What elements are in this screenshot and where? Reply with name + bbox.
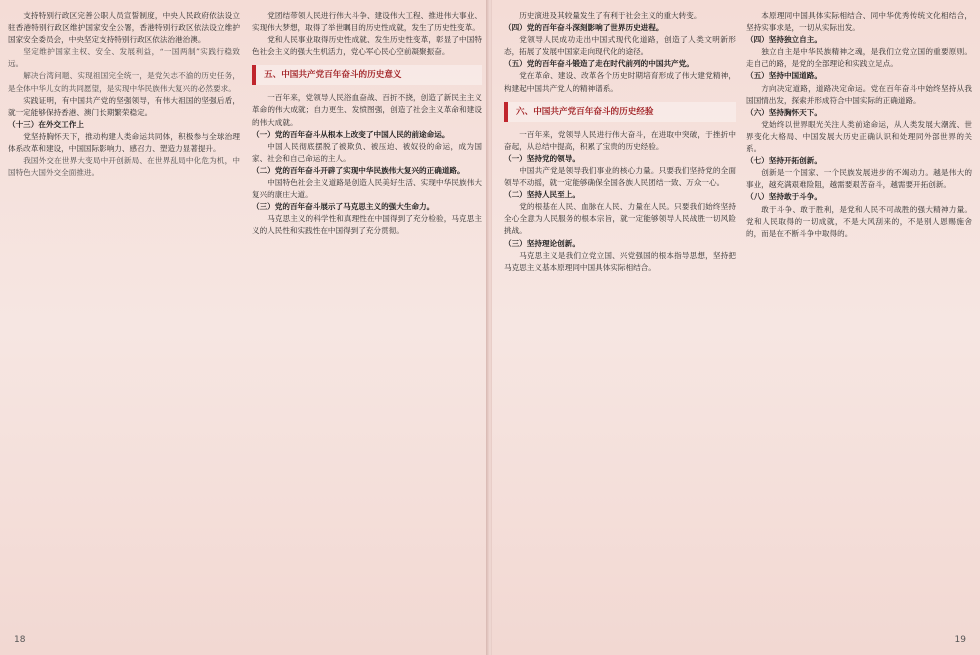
subsection-heading: （四）坚持独立自主。	[746, 35, 822, 45]
section-heading-6: 六、中国共产党百年奋斗的历史经验	[504, 102, 736, 122]
page-number-right: 19	[954, 635, 966, 645]
paragraph: 坚定维护国家主权、安全、发展利益，“一国两制”实践行稳致远。	[8, 47, 240, 69]
paragraph: 中国特色社会主义道路是创造人民美好生活、实现中华民族伟大复兴的康庄大道。	[252, 178, 482, 200]
subsection-heading: （十三）在外交工作上	[8, 119, 84, 129]
paragraph: 党始终以世界眼光关注人类前途命运，从人类发展大潮流、世界变化大格局、中国发展大历史正确认识和处理同外部世界的关系。	[746, 119, 972, 154]
paragraph: 中国共产党是领导我们事业的核心力量。只要我们坚持党的全面领导不动摇，就一定能够确保全国各族人民团结一致、万众一心。	[504, 165, 736, 188]
subsection-heading: （八）坚持敢于斗争。	[746, 192, 822, 202]
paragraph: 马克思主义的科学性和真理性在中国得到了充分检验，马克思主义的人民性和实践性在中国得到了充分贯彻。	[252, 214, 482, 236]
subsection-heading: （一）党的百年奋斗从根本上改变了中国人民的前途命运。	[252, 129, 450, 139]
paragraph: 方向决定道路，道路决定命运。党在百年奋斗中始终坚持从我国国情出发，探索并形成符合中国实际的正确道路。	[746, 83, 972, 105]
paragraph: 历史演进及其较量发生了有利于社会主义的重大转变。	[519, 11, 702, 20]
paragraph: 党团结带领人民进行伟大斗争、建设伟大工程、推进伟大事业、实现伟大梦想，取得了举世瞩目的历史性成就，发生了历史性变革。	[252, 11, 482, 33]
left-column-1	[8, 10, 240, 616]
left-column-2	[252, 10, 482, 616]
paragraph: 一百年来，党领导人民进行伟大奋斗，在进取中突破，于挫折中奋起，从总结中提高，积累了宝贵的历史经验。	[504, 129, 736, 151]
paragraph: 创新是一个国家、一个民族发展进步的不竭动力。越是伟大的事业，越充满艰难险阻，越需要艰苦奋斗，越需要开拓创新。	[746, 168, 972, 190]
page-number-left: 18	[14, 635, 26, 645]
paragraph: 党坚持胸怀天下，推动构建人类命运共同体，积极参与全球治理体系改革和建设，中国国际影响力、感召力、塑造力显著提升。	[8, 131, 240, 154]
paragraph: 党的根基在人民、血脉在人民、力量在人民。只要我们始终坚持全心全意为人民服务的根本宗旨，就一定能够领导人民战胜一切风险挑战。	[504, 202, 736, 236]
paragraph: 本原理同中国具体实际相结合、同中华优秀传统文化相结合，坚持实事求是，一切从实际出发。	[746, 11, 972, 33]
section-heading-5: 五、中国共产党百年奋斗的历史意义	[252, 65, 482, 85]
paragraph: 我国外交在世界大变局中开创新局、在世界乱局中化危为机，中国特色大国外交全面推进。	[8, 156, 240, 178]
paragraph: 中国人民彻底摆脱了被欺负、被压迫、被奴役的命运，成为国家、社会和自己命运的主人。	[252, 141, 482, 163]
subsection-heading: （三）党的百年奋斗展示了马克思主义的强大生命力。	[252, 202, 435, 212]
paragraph: 敢于斗争、敢于胜利，是党和人民不可战胜的强大精神力量。党和人民取得的一切成就，不是大风刮来的，不是别人恩赐施舍的，而是在不断斗争中取得的。	[746, 204, 972, 238]
subsection-heading: （二）坚持人民至上。	[504, 190, 580, 200]
paragraph: 实践证明，有中国共产党的坚强领导，有伟大祖国的坚强后盾，就一定能够保持香港、澳门长期繁荣稳定。	[8, 95, 240, 117]
subsection-heading: （七）坚持开拓创新。	[746, 156, 822, 166]
left-page	[0, 0, 488, 655]
subsection-heading: （一）坚持党的领导。	[504, 153, 580, 163]
subsection-heading: （五）坚持中国道路。	[746, 71, 822, 81]
paragraph: 独立自主是中华民族精神之魂，是我们立党立国的重要原则。走自己的路，是党的全部理论和实践立足点。	[746, 47, 972, 69]
paragraph: 党领导人民成功走出中国式现代化道路，创造了人类文明新形态，拓展了发展中国家走向现代化的途径。	[504, 35, 736, 57]
right-column-2	[746, 10, 972, 616]
subsection-heading: （二）党的百年奋斗开辟了实现中华民族伟大复兴的正确道路。	[252, 165, 465, 175]
paragraph: 党在革命、建设、改革各个历史时期培育形成了伟大建党精神，构建起中国共产党人的精神谱系。	[504, 71, 736, 93]
subsection-heading: （四）党的百年奋斗深刻影响了世界历史进程。	[504, 23, 664, 33]
subsection-heading: （三）坚持理论创新。	[504, 238, 580, 248]
right-column-1	[504, 10, 736, 616]
paragraph: 一百年来，党领导人民浴血奋战、百折不挠，创造了新民主主义革命的伟大成就；自力更生、发愤图强，创造了社会主义革命和建设的伟大成就。	[252, 93, 482, 127]
paragraph: 党和人民事业取得历史性成就、发生历史性变革，彰显了中国特色社会主义的强大生机活力，党心军心民心空前凝聚振奋。	[252, 35, 482, 57]
subsection-heading: （六）坚持胸怀天下。	[746, 107, 822, 117]
paragraph: 马克思主义是我们立党立国、兴党强国的根本指导思想，坚持把马克思主义基本原理同中国具体实际相结合。	[504, 250, 736, 272]
right-page	[492, 0, 980, 655]
paragraph: 解决台湾问题、实现祖国完全统一，是党矢志不渝的历史任务，是全体中华儿女的共同愿望，是实现中华民族伟大复兴的必然要求。	[8, 71, 240, 93]
paragraph: 支持特别行政区完善公职人员宣誓制度，中央人民政府依法设立驻香港特别行政区维护国家安全公署，香港特别行政区依法设立维护国家安全委员会，中央坚定支持特别行政区依法治港治澳。	[8, 11, 240, 45]
subsection-heading: （五）党的百年奋斗锻造了走在时代前列的中国共产党。	[504, 59, 694, 69]
